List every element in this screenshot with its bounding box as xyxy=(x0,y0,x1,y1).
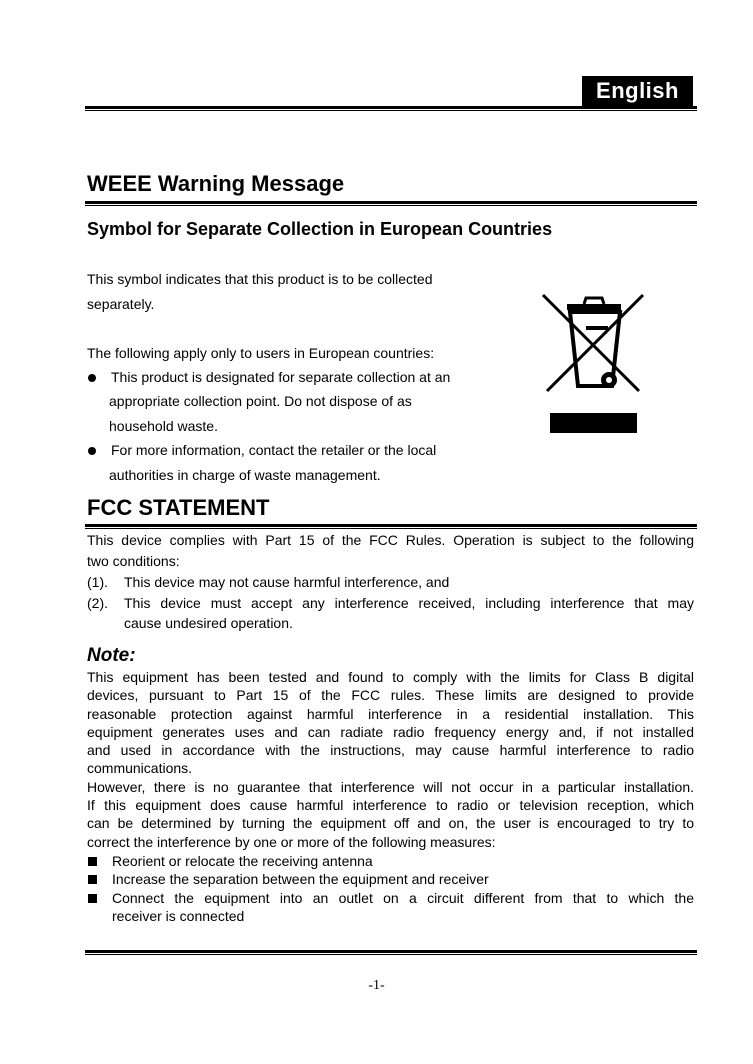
note-title: Note: xyxy=(87,645,136,666)
header-rule xyxy=(85,106,697,109)
fcc-condition-2-line1: This device must accept any interference received, including interference that may xyxy=(124,595,694,611)
note-line: If this equipment does cause harmful interference to radio or television reception, which xyxy=(87,797,694,814)
fcc-title-rule-thin xyxy=(85,528,697,529)
fcc-condition-1-num: (1). xyxy=(87,574,108,590)
weee-bullet-1-line2: appropriate collection point. Do not dispose of as xyxy=(109,393,412,409)
measure-3-line1: Connect the equipment into an outlet on a circuit different from that to which the xyxy=(112,890,694,906)
note-line: reasonable protection against harmful interference in a residential installation. This xyxy=(87,705,694,722)
weee-bullet-1-line1: This product is designated for separate collection at an xyxy=(111,369,451,385)
weee-apply-line: The following apply only to users in European countries: xyxy=(87,345,435,361)
fcc-title-rule xyxy=(85,524,697,527)
fcc-intro-line2: two conditions: xyxy=(87,553,180,569)
weee-bullet-1-line3: household waste. xyxy=(109,418,218,434)
note-line: can be determined by turning the equipment off and on, the user is encouraged to try to xyxy=(87,815,694,832)
note-line: equipment generates uses and can radiate radio frequency energy and, if not installed xyxy=(87,723,694,740)
note-line: devices, pursuant to Part 15 of the FCC rules. These limits are designed to provide xyxy=(87,687,694,704)
fcc-condition-2-num: (2). xyxy=(87,595,108,611)
square-bullet-icon xyxy=(88,894,97,903)
language-tab: English xyxy=(582,76,693,106)
square-bullet-icon xyxy=(88,875,97,884)
note-line: communications. xyxy=(87,760,193,777)
weee-subtitle: Symbol for Separate Collection in European Countries xyxy=(87,219,553,239)
fcc-title: FCC STATEMENT xyxy=(87,495,270,520)
measure-3-line2: receiver is connected xyxy=(112,908,245,924)
note-line: This equipment has been tested and found to comply with the limits for Class B digital xyxy=(87,669,694,685)
weee-intro xyxy=(87,267,433,316)
measure-1: Reorient or relocate the receiving antenna xyxy=(112,853,373,869)
bullet-icon xyxy=(88,374,96,382)
weee-bullet-2-line2: authorities in charge of waste management. xyxy=(109,467,381,483)
note-line: and used in accordance with the instructions, may cause harmful interference to radio xyxy=(87,742,694,759)
weee-title-rule-thin xyxy=(85,205,697,206)
weee-intro-line: This symbol indicates that this product is to be collected xyxy=(87,271,433,287)
note-paragraph-1 xyxy=(87,668,694,851)
note-line: However, there is no guarantee that interference will not occur in a particular installation. xyxy=(87,778,694,795)
measure-2: Increase the separation between the equipment and receiver xyxy=(112,871,489,887)
footer-rule xyxy=(85,950,697,953)
fcc-intro-line1: This device complies with Part 15 of the FCC Rules. Operation is subject to the following xyxy=(87,532,694,548)
fcc-condition-2-line2: cause undesired operation. xyxy=(124,615,293,631)
square-bullet-icon xyxy=(88,857,97,866)
weee-bullet-2-line1: For more information, contact the retailer or the local xyxy=(111,442,437,458)
bullet-icon xyxy=(88,447,96,455)
weee-title: WEEE Warning Message xyxy=(87,171,345,196)
note-line: correct the interference by one or more of the following measures: xyxy=(87,833,496,850)
crossed-out-wheelie-bin-icon xyxy=(538,290,648,440)
header-rule-thin xyxy=(85,110,697,111)
weee-title-rule xyxy=(85,201,697,204)
page-number: -1- xyxy=(368,978,385,993)
weee-intro-line: separately. xyxy=(87,295,155,312)
fcc-condition-1: This device may not cause harmful interference, and xyxy=(124,574,450,590)
footer-rule-thin xyxy=(85,954,697,955)
